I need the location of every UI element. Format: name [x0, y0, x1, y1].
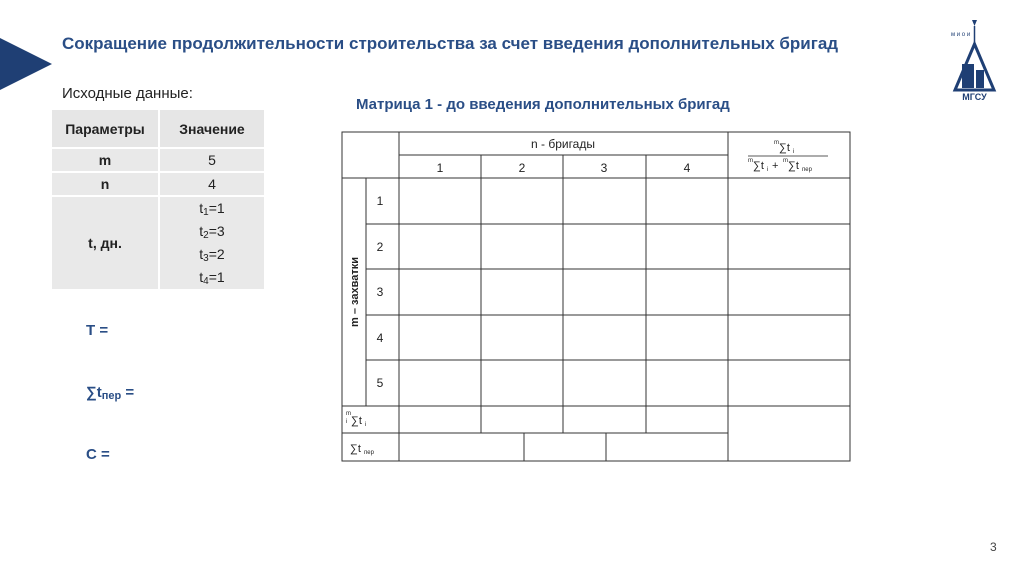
- matrix-table: [330, 122, 860, 472]
- svg-text:m: m: [346, 411, 351, 417]
- mgsu-logo-icon: [950, 20, 1000, 102]
- param-value: 5: [160, 149, 264, 171]
- col-header: 4: [683, 161, 691, 175]
- formula-t-per: $\sum t_{пер}$ =: [86, 384, 135, 402]
- svg-text:∑t: ∑t: [779, 142, 790, 154]
- formula-t: T =: [86, 322, 109, 339]
- logo-top-letters: м и о и: [951, 32, 971, 38]
- svg-text:i: i: [767, 167, 769, 173]
- slide-title: Сокращение продолжительности строительства за счет введения дополнительных бригад: [62, 34, 839, 53]
- n-header: n - бригады: [530, 137, 596, 151]
- m-header: m – захватки: [349, 257, 361, 327]
- param-name: n: [52, 173, 160, 195]
- table-row: [52, 173, 264, 195]
- svg-text:∑t: ∑t: [753, 160, 764, 172]
- ratio-formula: [748, 140, 828, 173]
- table-row: [52, 197, 264, 289]
- svg-text:+: +: [772, 160, 779, 172]
- sum-tper-label: [350, 443, 375, 456]
- svg-text:m: m: [748, 158, 753, 164]
- formula-c: C =: [86, 446, 110, 463]
- param-name: t, дн.: [52, 197, 160, 289]
- svg-text:i: i: [346, 419, 348, 425]
- svg-text:пер: пер: [364, 450, 374, 456]
- param-name: m: [52, 149, 160, 171]
- page-number: 3: [990, 540, 997, 554]
- t-values: $t_1=1$ $t_2=3$ $t_3=2$ $t_4=1$: [160, 197, 264, 289]
- sum-ti-label: [346, 411, 366, 428]
- param-header: Параметры: [52, 110, 160, 147]
- col-header: 2: [518, 161, 526, 175]
- table-row: [52, 149, 264, 171]
- svg-text:i: i: [793, 149, 795, 155]
- matrix-title: Матрица 1 - до введения дополнительных бригад: [356, 96, 730, 113]
- svg-text:∑t: ∑t: [351, 415, 362, 427]
- row-header: 5: [376, 376, 384, 390]
- value-header: Значение: [160, 110, 264, 147]
- row-header: 4: [376, 331, 384, 345]
- parameters-table: [52, 108, 264, 291]
- param-value: 4: [160, 173, 264, 195]
- row-header: 3: [376, 285, 384, 299]
- svg-text:∑t: ∑t: [788, 160, 799, 172]
- row-header: 2: [376, 240, 384, 254]
- col-header: 1: [436, 161, 444, 175]
- col-header: 3: [600, 161, 608, 175]
- svg-text:m: m: [783, 158, 788, 164]
- row-header: 1: [376, 194, 384, 208]
- logo-text: МГСУ: [962, 92, 987, 102]
- svg-text:пер: пер: [802, 167, 812, 173]
- svg-text:i: i: [365, 422, 367, 428]
- svg-text:∑t: ∑t: [350, 443, 361, 455]
- corner-arrow-shape: [0, 0, 56, 92]
- svg-text:m: m: [774, 140, 779, 146]
- source-data-label: Исходные данные:: [62, 85, 193, 102]
